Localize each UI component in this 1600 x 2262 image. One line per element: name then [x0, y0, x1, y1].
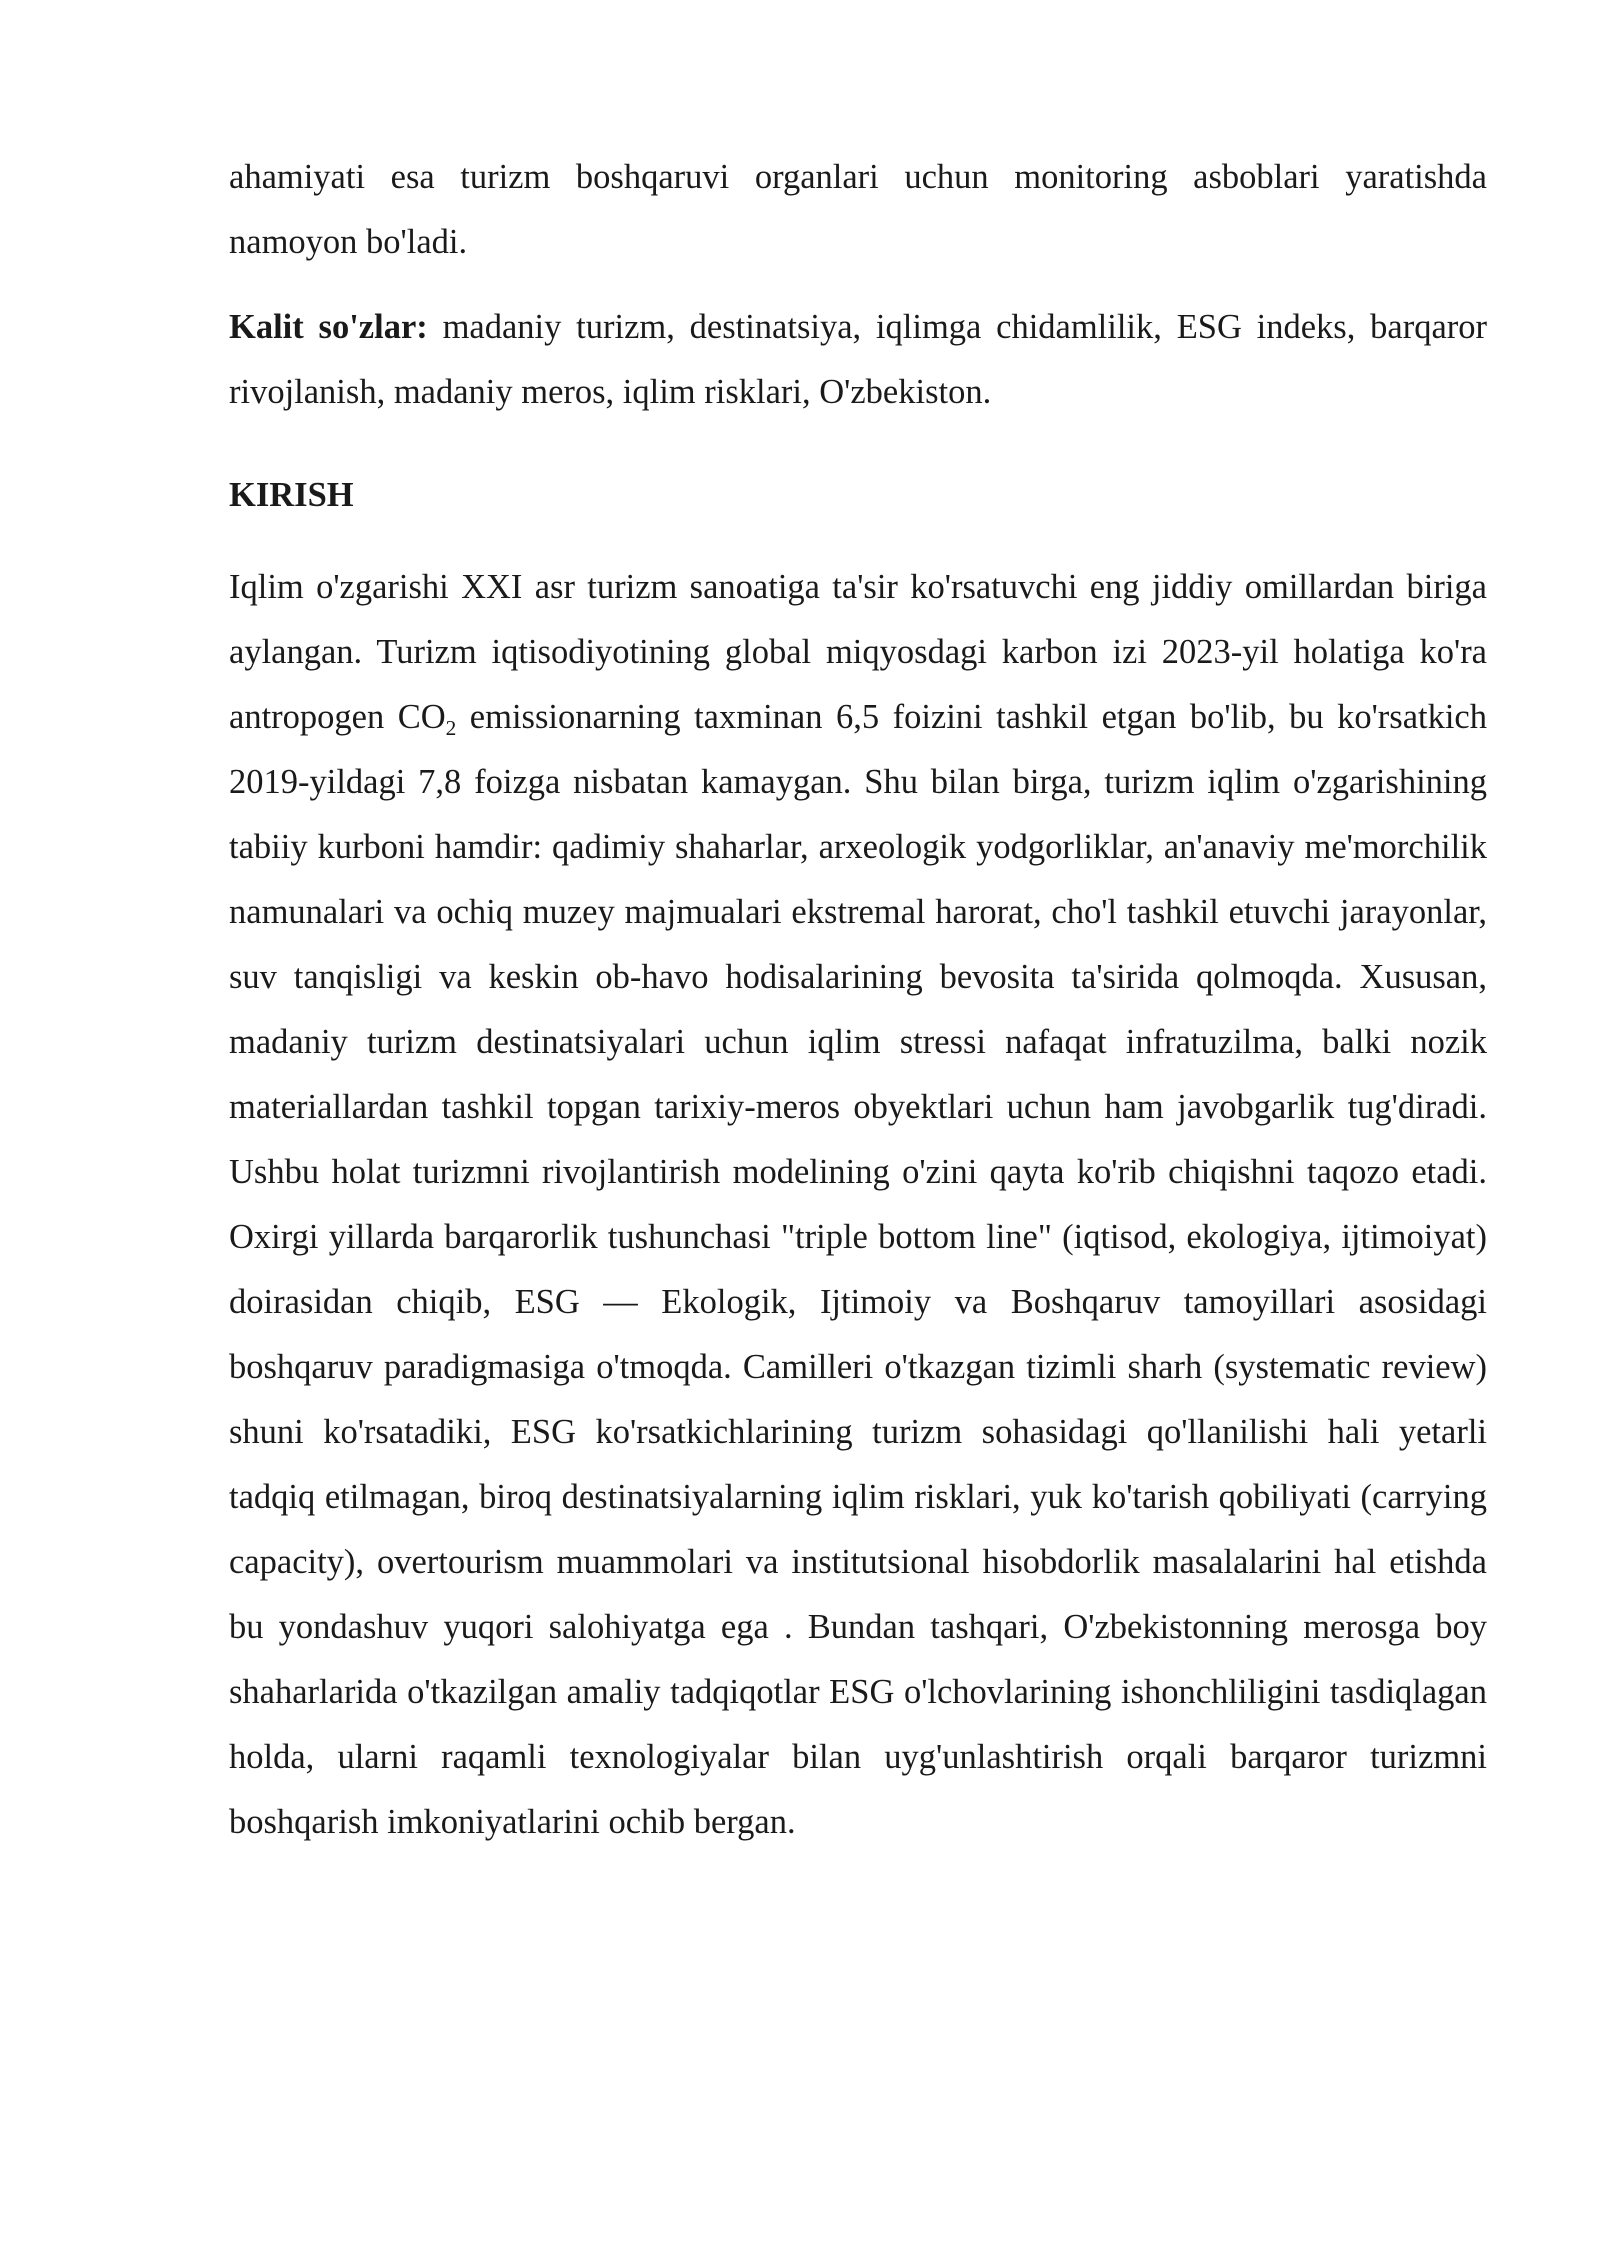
keywords-label: Kalit so'zlar:: [229, 308, 428, 346]
section-heading: KIRISH: [229, 476, 354, 514]
continuation-paragraph: ahamiyati esa turizm boshqaruvi organlari uchun monitoring asboblari yaratishda namoyon bo'ladi.: [229, 158, 1487, 261]
co2-subscript: 2: [445, 715, 457, 740]
keywords-paragraph: [229, 295, 1487, 425]
intro-text-part1: Iqlim o'zgarishi XXI asr turizm sanoatiga ta'sir ko'rsatuvchi eng jiddiy omillardan biriga aylangan. Turizm iqtisodiyotining global miqyosdagi karbon izi 2023-yil holatiga ko'ra antropogen CO: [229, 568, 1487, 736]
document-page: [229, 145, 1487, 1855]
intro-text-part2: emissionarning taxminan 6,5 foizini tashkil etgan bo'lib, bu ko'rsatkich 2019-yildagi 7,8 foizga nisbatan kamaygan. Shu bilan birga, turizm iqlim o'zgarishining tabiiy kurboni hamdir: qadimiy shaharlar, arxeologik yodgorliklar, an'anaviy me'morchilik namunalari va ochiq muzey majmualari ekstremal harorat, cho'l tashkil etuvchi jarayonlar, suv tanqisligi va keskin ob-havo hodisalarining bevosita ta'sirida qolmoqda. Xususan, madaniy turizm destinatsiyalari uchun iqlim stressi nafaqat infratuzilma, balki nozik materiallardan tashkil topgan tarixiy-meros obyektlari uchun ham javobgarlik tug'diradi. Ushbu holat turizmni rivojlantirish modelining o'zini qayta ko'rib chiqishni taqozo etadi. Oxirgi yillarda barqarorlik tushunchasi "triple bottom line" (iqtisod, ekologiya, ijtimoiyat) doirasidan chiqib, ESG — Ekologik, Ijtimoiy va Boshqaruv tamoyillari asosidagi boshqaruv paradigmasiga o'tmoqda. Camilleri o'tkazgan tizimli sharh (systematic review) shuni ko'rsatadiki, ESG ko'rsatkichlarining turizm sohasidagi qo'llanilishi hali yetarli tadqiq etilmagan, biroq destinatsiyalarning iqlim risklari, yuk ko'tarish qobiliyati (carrying capacity), overtourism muammolari va institutsional hisobdorlik masalalarini hal etishda bu yondashuv yuqori salohiyatga ega . Bundan tashqari, O'zbekistonning merosga boy shaharlarida o'tkazilgan amaliy tadqiqotlar ESG o'lchovlarining ishonchliligini tasdiqlagan holda, ularni raqamli texnologiyalar bilan uyg'unlashtirish orqali barqaror turizmni boshqarish imkoniyatlarini ochib bergan.: [229, 698, 1487, 1841]
keywords-text: madaniy turizm, destinatsiya, iqlimga chidamlilik, ESG indeks, barqaror rivojlanish, madaniy meros, iqlim risklari, O'zbekiston.: [229, 308, 1487, 411]
intro-paragraph: [229, 555, 1487, 1855]
